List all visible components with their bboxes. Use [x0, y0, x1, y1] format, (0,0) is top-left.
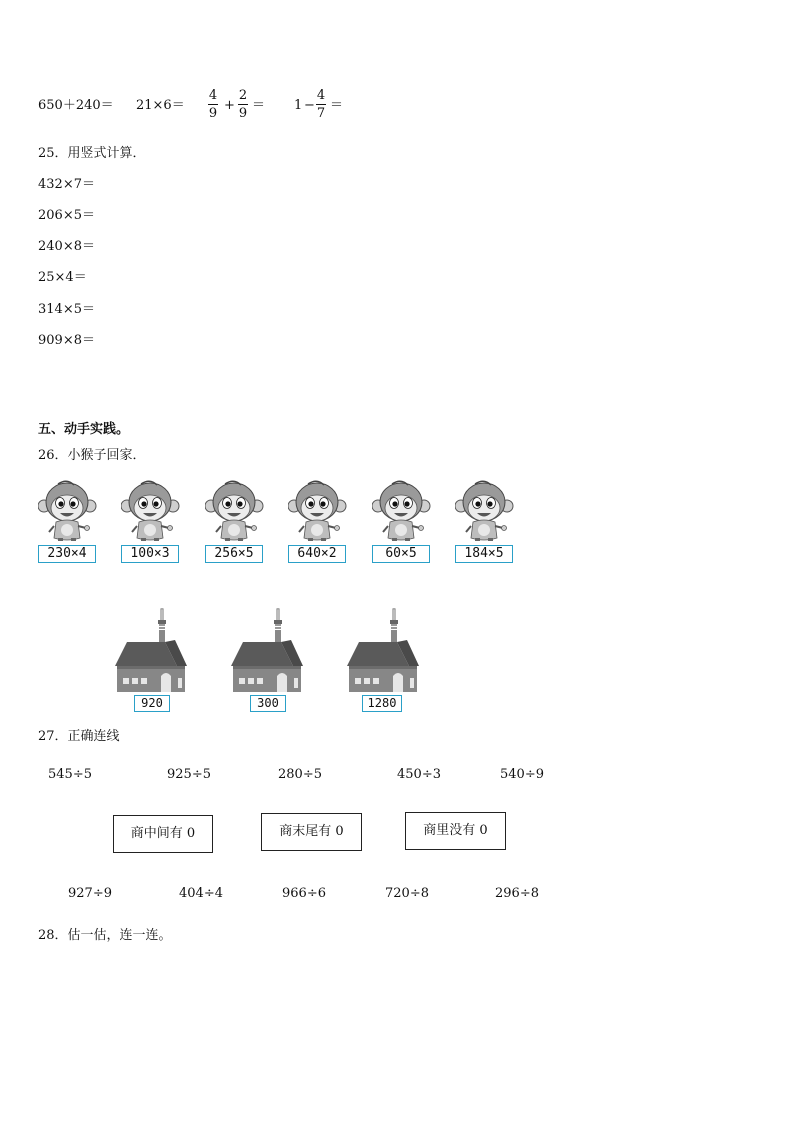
fraction-4-7 [316, 88, 326, 121]
q25-item: 25×4＝ [38, 270, 87, 285]
denominator: 9 [208, 106, 218, 121]
division-top: 925÷5 [167, 767, 211, 782]
q25-item: 432×7＝ [38, 177, 95, 192]
division-bottom: 296÷8 [495, 886, 539, 901]
division-bottom: 966÷6 [282, 886, 326, 901]
q25-item: 240×8＝ [38, 239, 95, 254]
numerator: 4 [208, 88, 218, 103]
question-25-title: 25．用竖式计算． [38, 146, 146, 161]
monkey-label: 640×2 [288, 545, 346, 563]
monkey-label: 60×5 [372, 545, 430, 563]
denominator: 9 [238, 106, 248, 121]
monkey-label: 100×3 [121, 545, 179, 563]
house-icon [231, 608, 305, 692]
monkey-icon [372, 480, 432, 544]
equals-sign: ＝ [330, 98, 344, 113]
division-top: 450÷3 [397, 767, 441, 782]
numerator: 4 [316, 88, 326, 103]
category-box: 商里没有 0 [405, 812, 506, 850]
division-bottom: 927÷9 [68, 886, 112, 901]
monkey-label: 230×4 [38, 545, 96, 563]
monkey-icon [121, 480, 181, 544]
house-label: 300 [250, 695, 286, 712]
plus-sign: + [224, 98, 235, 113]
minus-sign: − [304, 98, 315, 113]
expression-650-240: 650＋240＝ [38, 98, 114, 113]
section-5-heading: 五、动手实践。 [38, 422, 130, 437]
monkey-label: 184×5 [455, 545, 513, 563]
category-box: 商末尾有 0 [261, 813, 362, 851]
monkey-icon [288, 480, 348, 544]
house-icon [347, 608, 421, 692]
question-27-title: 27．正确连线 [38, 729, 120, 744]
division-bottom: 720÷8 [385, 886, 429, 901]
house-label: 920 [134, 695, 170, 712]
house-label: 1280 [362, 695, 402, 712]
question-28-title: 28．估一估，连一连。 [38, 928, 172, 943]
q25-item: 206×5＝ [38, 208, 95, 223]
fraction-2-9 [238, 88, 248, 121]
denominator: 7 [316, 106, 326, 121]
monkey-label: 256×5 [205, 545, 263, 563]
monkey-icon [205, 480, 265, 544]
monkey-icon [455, 480, 515, 544]
division-top: 280÷5 [278, 767, 322, 782]
division-bottom: 404÷4 [179, 886, 223, 901]
equals-sign: ＝ [252, 98, 266, 113]
expression-21x6: 21×6＝ [136, 98, 185, 113]
q25-item: 909×8＝ [38, 333, 95, 348]
monkey-icon [38, 480, 98, 544]
one: 1 [294, 98, 303, 113]
division-top: 540÷9 [500, 767, 544, 782]
question-26-title: 26．小猴子回家． [38, 448, 146, 463]
house-icon [115, 608, 189, 692]
category-box: 商中间有 0 [113, 815, 213, 853]
division-top: 545÷5 [48, 767, 92, 782]
fraction-4-9 [208, 88, 218, 121]
numerator: 2 [238, 88, 248, 103]
q25-item: 314×5＝ [38, 302, 95, 317]
